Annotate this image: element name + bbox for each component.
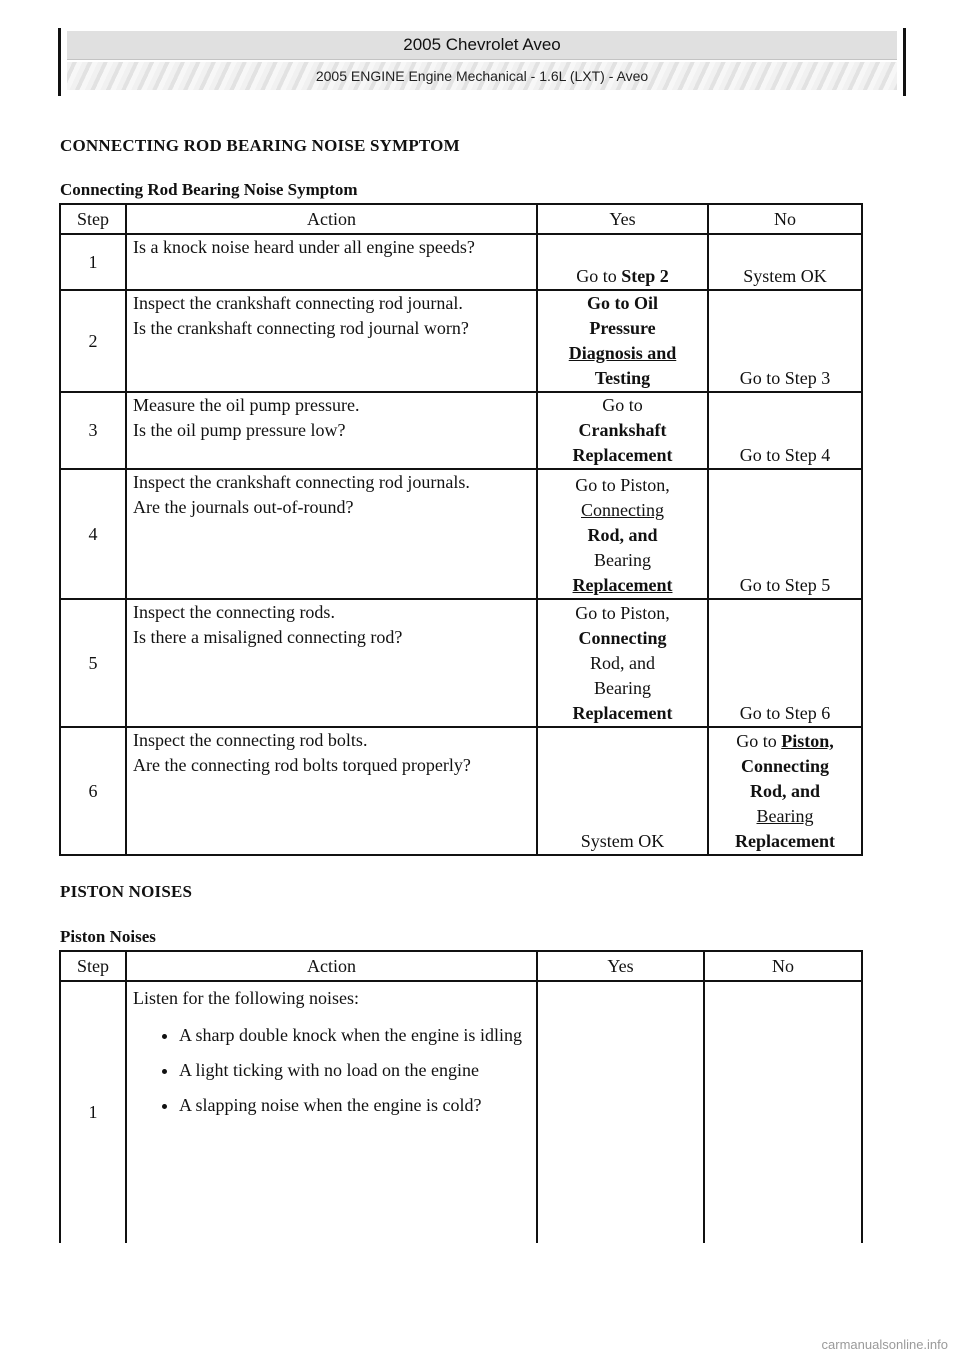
step-number: 3 [60, 392, 126, 469]
yes-cell [537, 981, 704, 1243]
yes-text: System OK [580, 831, 665, 851]
step-number: 1 [60, 234, 126, 290]
connecting-rod-noise-table [59, 203, 863, 856]
action-text: Inspect the connecting rods. [133, 602, 335, 622]
yes-text: Rod, and [590, 653, 655, 673]
action-text: Listen for the following noises: [133, 988, 359, 1008]
table-row [60, 981, 862, 1243]
table-row [60, 469, 862, 599]
step-number: 6 [60, 727, 126, 855]
column-header-no: No [708, 204, 862, 234]
no-cell [708, 234, 862, 290]
yes-text: Go to [576, 266, 622, 286]
list-item: • A light ticking with no load on the engine [179, 1058, 532, 1083]
table-row [60, 392, 862, 469]
yes-cell [537, 392, 708, 469]
no-cell [708, 392, 862, 469]
list-item: • A slapping noise when the engine is cold? [179, 1093, 532, 1118]
section-heading-connecting-rod: CONNECTING ROD BEARING NOISE SYMPTOM [60, 136, 460, 155]
no-cell [704, 981, 862, 1243]
action-text: Are the connecting rod bolts torqued properly? [133, 755, 471, 775]
action-text: Is there a misaligned connecting rod? [133, 627, 403, 647]
no-text: Replacement [735, 831, 835, 851]
action-text: Inspect the crankshaft connecting rod journals. [133, 472, 470, 492]
action-cell [126, 234, 537, 290]
noise-list [133, 1023, 532, 1118]
document-header [58, 28, 906, 96]
yes-text: Bearing [594, 678, 651, 698]
section-heading-piston-noises: PISTON NOISES [60, 882, 193, 901]
yes-cell [537, 727, 708, 855]
table-caption-piston-noises: Piston Noises [60, 927, 156, 946]
table-row [60, 290, 862, 392]
yes-text: Testing [594, 368, 651, 388]
watermark: carmanualsonline.info [821, 1337, 948, 1352]
header-title: 2005 Chevrolet Aveo [67, 31, 897, 60]
column-header-yes: Yes [537, 204, 708, 234]
no-text: Go to [736, 731, 782, 751]
bearing-link[interactable]: Bearing [756, 806, 814, 826]
yes-text: Crankshaft [578, 420, 667, 440]
yes-text: Rod, and [587, 525, 658, 545]
yes-cell [537, 290, 708, 392]
yes-text: Go to Piston, [575, 603, 670, 623]
no-text: Rod, and [749, 781, 821, 801]
replacement-link[interactable]: Replacement [572, 575, 673, 595]
yes-cell [537, 599, 708, 727]
step-2-ref: Step 2 [621, 266, 669, 286]
column-header-no: No [704, 951, 862, 981]
action-cell [126, 599, 537, 727]
column-header-step: Step [60, 951, 126, 981]
yes-text: Go to [602, 395, 643, 415]
yes-text: Connecting [578, 628, 667, 648]
yes-text: Pressure [589, 318, 656, 338]
no-cell [708, 599, 862, 727]
action-text: Is the crankshaft connecting rod journal worn? [133, 318, 469, 338]
no-text: Go to Step 3 [739, 368, 831, 388]
no-text: Connecting [740, 756, 829, 776]
column-header-action: Action [126, 204, 537, 234]
yes-cell [537, 469, 708, 599]
column-header-yes: Yes [537, 951, 704, 981]
action-cell [126, 290, 537, 392]
action-text: Is a knock noise heard under all engine speeds? [133, 237, 475, 257]
action-cell [126, 727, 537, 855]
no-text: Go to Step 4 [739, 445, 831, 465]
list-item: • A sharp double knock when the engine is idling [179, 1023, 532, 1048]
action-text: Measure the oil pump pressure. [133, 395, 360, 415]
yes-text: Go to Piston, [575, 475, 670, 495]
action-text: Inspect the connecting rod bolts. [133, 730, 368, 750]
connecting-link[interactable]: Connecting [581, 500, 664, 520]
header-subtitle: 2005 ENGINE Engine Mechanical - 1.6L (LXT) - Aveo [67, 62, 897, 90]
yes-text: Go to Oil [587, 293, 658, 313]
piston-noises-table [59, 950, 863, 1243]
table-row [60, 234, 862, 290]
no-text: System OK [743, 266, 827, 286]
piston-link[interactable]: Piston, [781, 731, 834, 751]
action-cell [126, 392, 537, 469]
table-header-row [60, 204, 862, 234]
action-cell [126, 469, 537, 599]
yes-text: Bearing [594, 550, 651, 570]
step-number: 5 [60, 599, 126, 727]
no-cell [708, 469, 862, 599]
no-cell [708, 727, 862, 855]
step-number: 1 [60, 981, 126, 1243]
table-header-row [60, 951, 862, 981]
oil-pressure-diagnosis-link[interactable]: Diagnosis and [568, 343, 677, 363]
table-row [60, 727, 862, 855]
yes-text: Replacement [572, 703, 673, 723]
column-header-action: Action [126, 951, 537, 981]
no-text: Go to Step 5 [739, 575, 831, 595]
no-text: Go to Step 6 [739, 703, 831, 723]
step-number: 4 [60, 469, 126, 599]
column-header-step: Step [60, 204, 126, 234]
no-cell [708, 290, 862, 392]
action-cell [126, 981, 537, 1243]
action-text: Are the journals out-of-round? [133, 497, 354, 517]
table-caption-connecting-rod: Connecting Rod Bearing Noise Symptom [60, 180, 358, 199]
step-number: 2 [60, 290, 126, 392]
action-text: Inspect the crankshaft connecting rod journal. [133, 293, 463, 313]
action-text: Is the oil pump pressure low? [133, 420, 346, 440]
table-row [60, 599, 862, 727]
yes-text: Replacement [572, 445, 673, 465]
yes-cell [537, 234, 708, 290]
